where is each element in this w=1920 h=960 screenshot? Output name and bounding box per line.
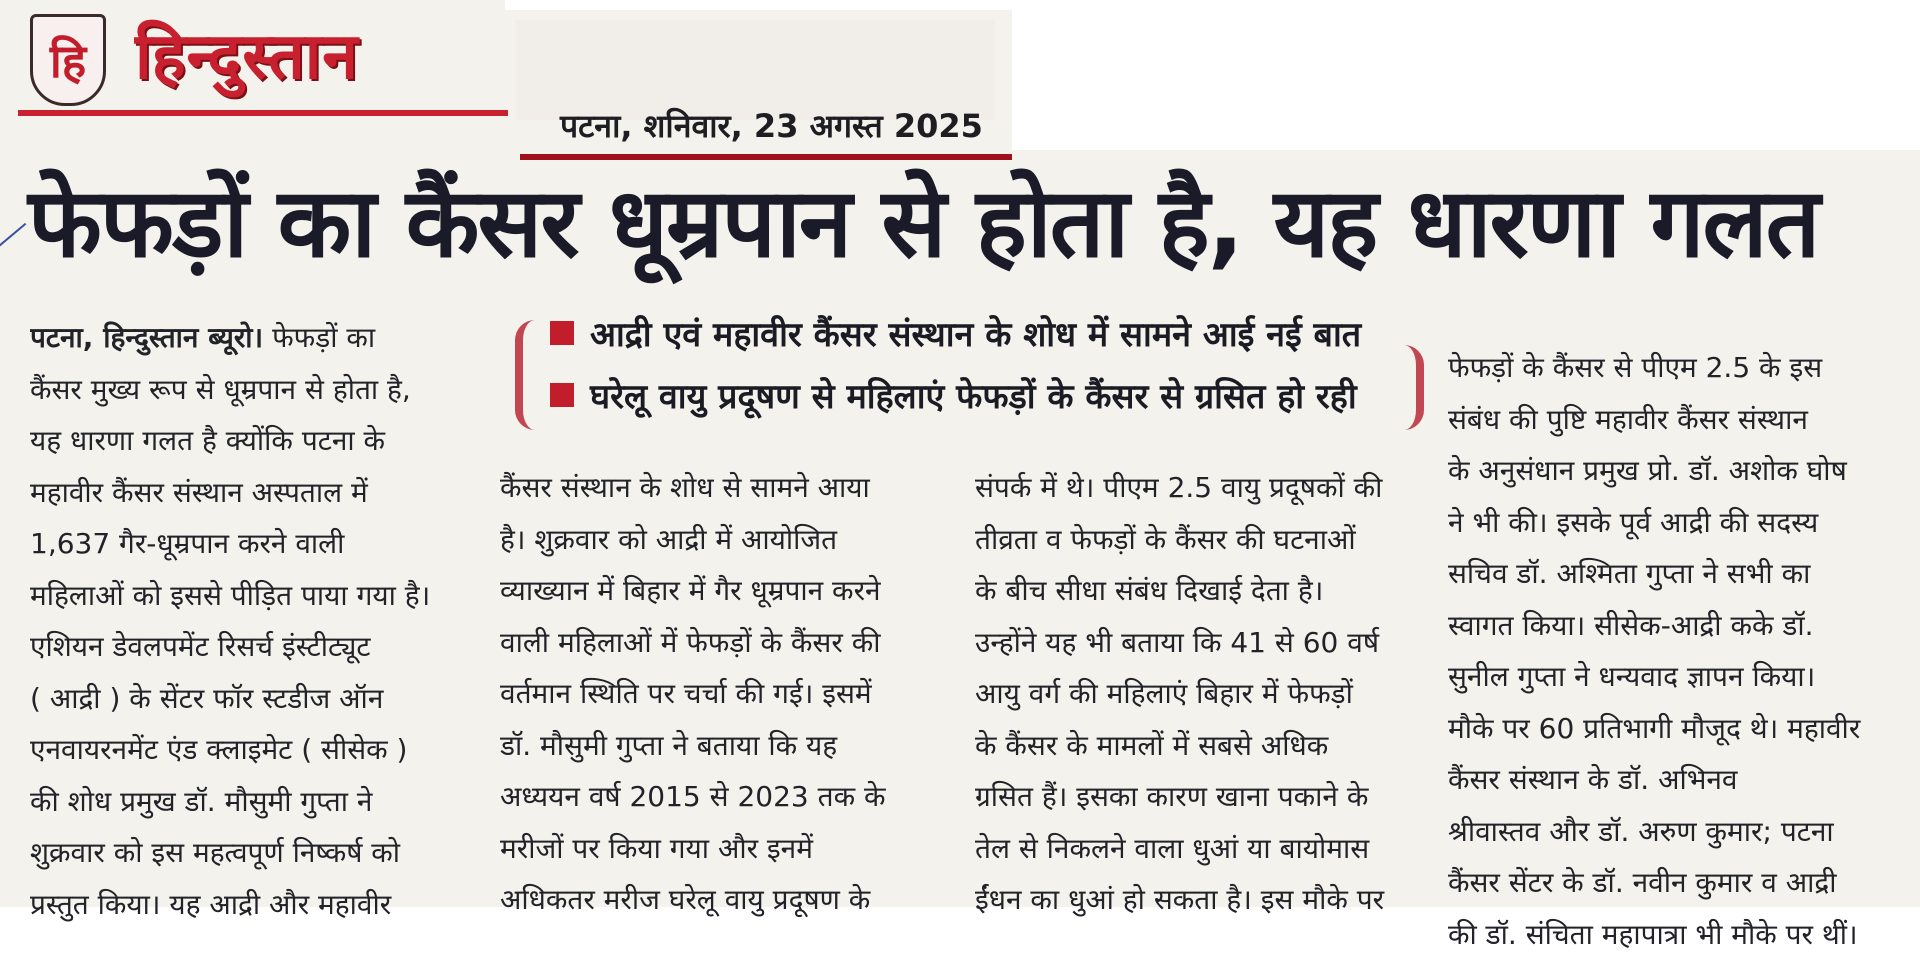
- square-bullet-icon: [550, 383, 574, 407]
- article-line: सुनील गुप्ता ने धन्यवाद ज्ञापन किया।: [1448, 651, 1898, 703]
- article-line: व्याख्यान में बिहार में गैर धूम्रपान करने: [500, 565, 940, 617]
- article-line: महावीर कैंसर संस्थान अस्पताल में: [30, 467, 460, 519]
- article-line: एनवायरनमेंट एंड क्लाइमेट ( सीसेक ): [30, 724, 460, 776]
- article-line: के अनुसंधान प्रमुख प्रो. डॉ. अशोक घोष: [1448, 445, 1898, 497]
- subhead-text: घरेलू वायु प्रदूषण से महिलाएं फेफड़ों के कैंसर से ग्रसित हो रही: [590, 372, 1357, 418]
- article-column-3: [975, 462, 1405, 926]
- article-line: शुक्रवार को इस महत्वपूर्ण निष्कर्ष को: [30, 827, 460, 879]
- subhead-item: [510, 367, 1410, 423]
- headline: फेफड़ों का कैंसर धूम्रपान से होता है, यह धारणा गलत: [28, 168, 1918, 278]
- article-line: सचिव डॉ. अश्मिता गुप्ता ने सभी का: [1448, 548, 1898, 600]
- article-line: मौके पर 60 प्रतिभागी मौजूद थे। महावीर: [1448, 703, 1898, 755]
- article-line: संबंध की पुष्टि महावीर कैंसर संस्थान: [1448, 394, 1898, 446]
- masthead-logo-icon: [30, 14, 106, 106]
- article-line: अध्ययन वर्ष 2015 से 2023 तक के: [500, 771, 940, 823]
- article-line: कैंसर संस्थान के डॉ. अभिनव: [1448, 754, 1898, 806]
- article-line: ( आद्री ) के सेंटर फॉर स्टडीज ऑन: [30, 673, 460, 725]
- article-line: मरीजों पर किया गया और इनमें: [500, 823, 940, 875]
- article-line: यह धारणा गलत है क्योंकि पटना के: [30, 415, 460, 467]
- square-bullet-icon: [550, 321, 574, 345]
- article-line: संपर्क में थे। पीएम 2.5 वायु प्रदूषकों की: [975, 462, 1405, 514]
- article-line: एशियन डेवलपमेंट रिसर्च इंस्टीट्यूट: [30, 621, 460, 673]
- article-line: फेफड़ों के कैंसर से पीएम 2.5 के इस: [1448, 342, 1898, 394]
- masthead-name: हिन्दुस्तान: [135, 12, 359, 102]
- uncut-paper-area: [1012, 0, 1920, 150]
- article-line: के कैंसर के मामलों में सबसे अधिक: [975, 720, 1405, 772]
- article-line: ने भी की। इसके पूर्व आद्री की सदस्य: [1448, 497, 1898, 549]
- article-line: के बीच सीधा संबंध दिखाई देता है।: [975, 565, 1405, 617]
- article-line: 1,637 गैर-धूम्रपान करने वाली: [30, 518, 460, 570]
- article-line: अधिकतर मरीज घरेलू वायु प्रदूषण के: [500, 874, 940, 926]
- article-line: वाली महिलाओं में फेफड़ों के कैंसर की: [500, 617, 940, 669]
- article-line: महिलाओं को इससे पीड़ित पाया गया है।: [30, 570, 460, 622]
- article-line: तीव्रता व फेफड़ों के कैंसर की घटनाओं: [975, 514, 1405, 566]
- article-line: कैंसर सेंटर के डॉ. नवीन कुमार व आद्री: [1448, 857, 1898, 909]
- subheads: [510, 305, 1410, 429]
- article-line: वर्तमान स्थिति पर चर्चा की गई। इसमें: [500, 668, 940, 720]
- article-line: डॉ. मौसुमी गुप्ता ने बताया कि यह: [500, 720, 940, 772]
- dateline: पटना, शनिवार, 23 अगस्त 2025: [560, 104, 983, 147]
- article-line: प्रस्तुत किया। यह आद्री और महावीर: [30, 879, 460, 931]
- article-column-2: [500, 462, 940, 926]
- logo-letter: हि: [50, 29, 86, 91]
- article-line: की शोध प्रमुख डॉ. मौसुमी गुप्ता ने: [30, 776, 460, 828]
- article-line: कैंसर मुख्य रूप से धूम्रपान से होता है,: [30, 364, 460, 416]
- subhead-item: [510, 305, 1410, 361]
- article-line: श्रीवास्तव और डॉ. अरुण कुमार; पटना: [1448, 806, 1898, 858]
- subhead-bracket-right: [1402, 345, 1424, 430]
- article-column-1: [30, 312, 460, 930]
- article-line: ग्रसित हैं। इसका कारण खाना पकाने के: [975, 771, 1405, 823]
- article-line: स्वागत किया। सीसेक-आद्री कके डॉ.: [1448, 600, 1898, 652]
- dateline-rule: [520, 154, 1012, 160]
- byline: पटना, हिन्दुस्तान ब्यूरो।: [30, 321, 263, 354]
- article-line: आयु वर्ग की महिलाएं बिहार में फेफड़ों: [975, 668, 1405, 720]
- article-line: उन्होंने यह भी बताया कि 41 से 60 वर्ष: [975, 617, 1405, 669]
- article-column-4: [1448, 342, 1898, 960]
- article-line: ईंधन का धुआं हो सकता है। इस मौके पर: [975, 874, 1405, 926]
- article-line: कैंसर संस्थान के शोध से सामने आया: [500, 462, 940, 514]
- article-line: है। शुक्रवार को आद्री में आयोजित: [500, 514, 940, 566]
- masthead-rule: [18, 110, 508, 116]
- uncut-paper-area: [505, 0, 1015, 10]
- article-line: तेल से निकलने वाला धुआं या बायोमास: [975, 823, 1405, 875]
- article-line: पटना, हिन्दुस्तान ब्यूरो। फेफड़ों का: [30, 312, 460, 364]
- article-line: की डॉ. संचिता महापात्रा भी मौके पर थीं।: [1448, 909, 1898, 960]
- subhead-text: आद्री एवं महावीर कैंसर संस्थान के शोध में सामने आई नई बात: [590, 310, 1361, 356]
